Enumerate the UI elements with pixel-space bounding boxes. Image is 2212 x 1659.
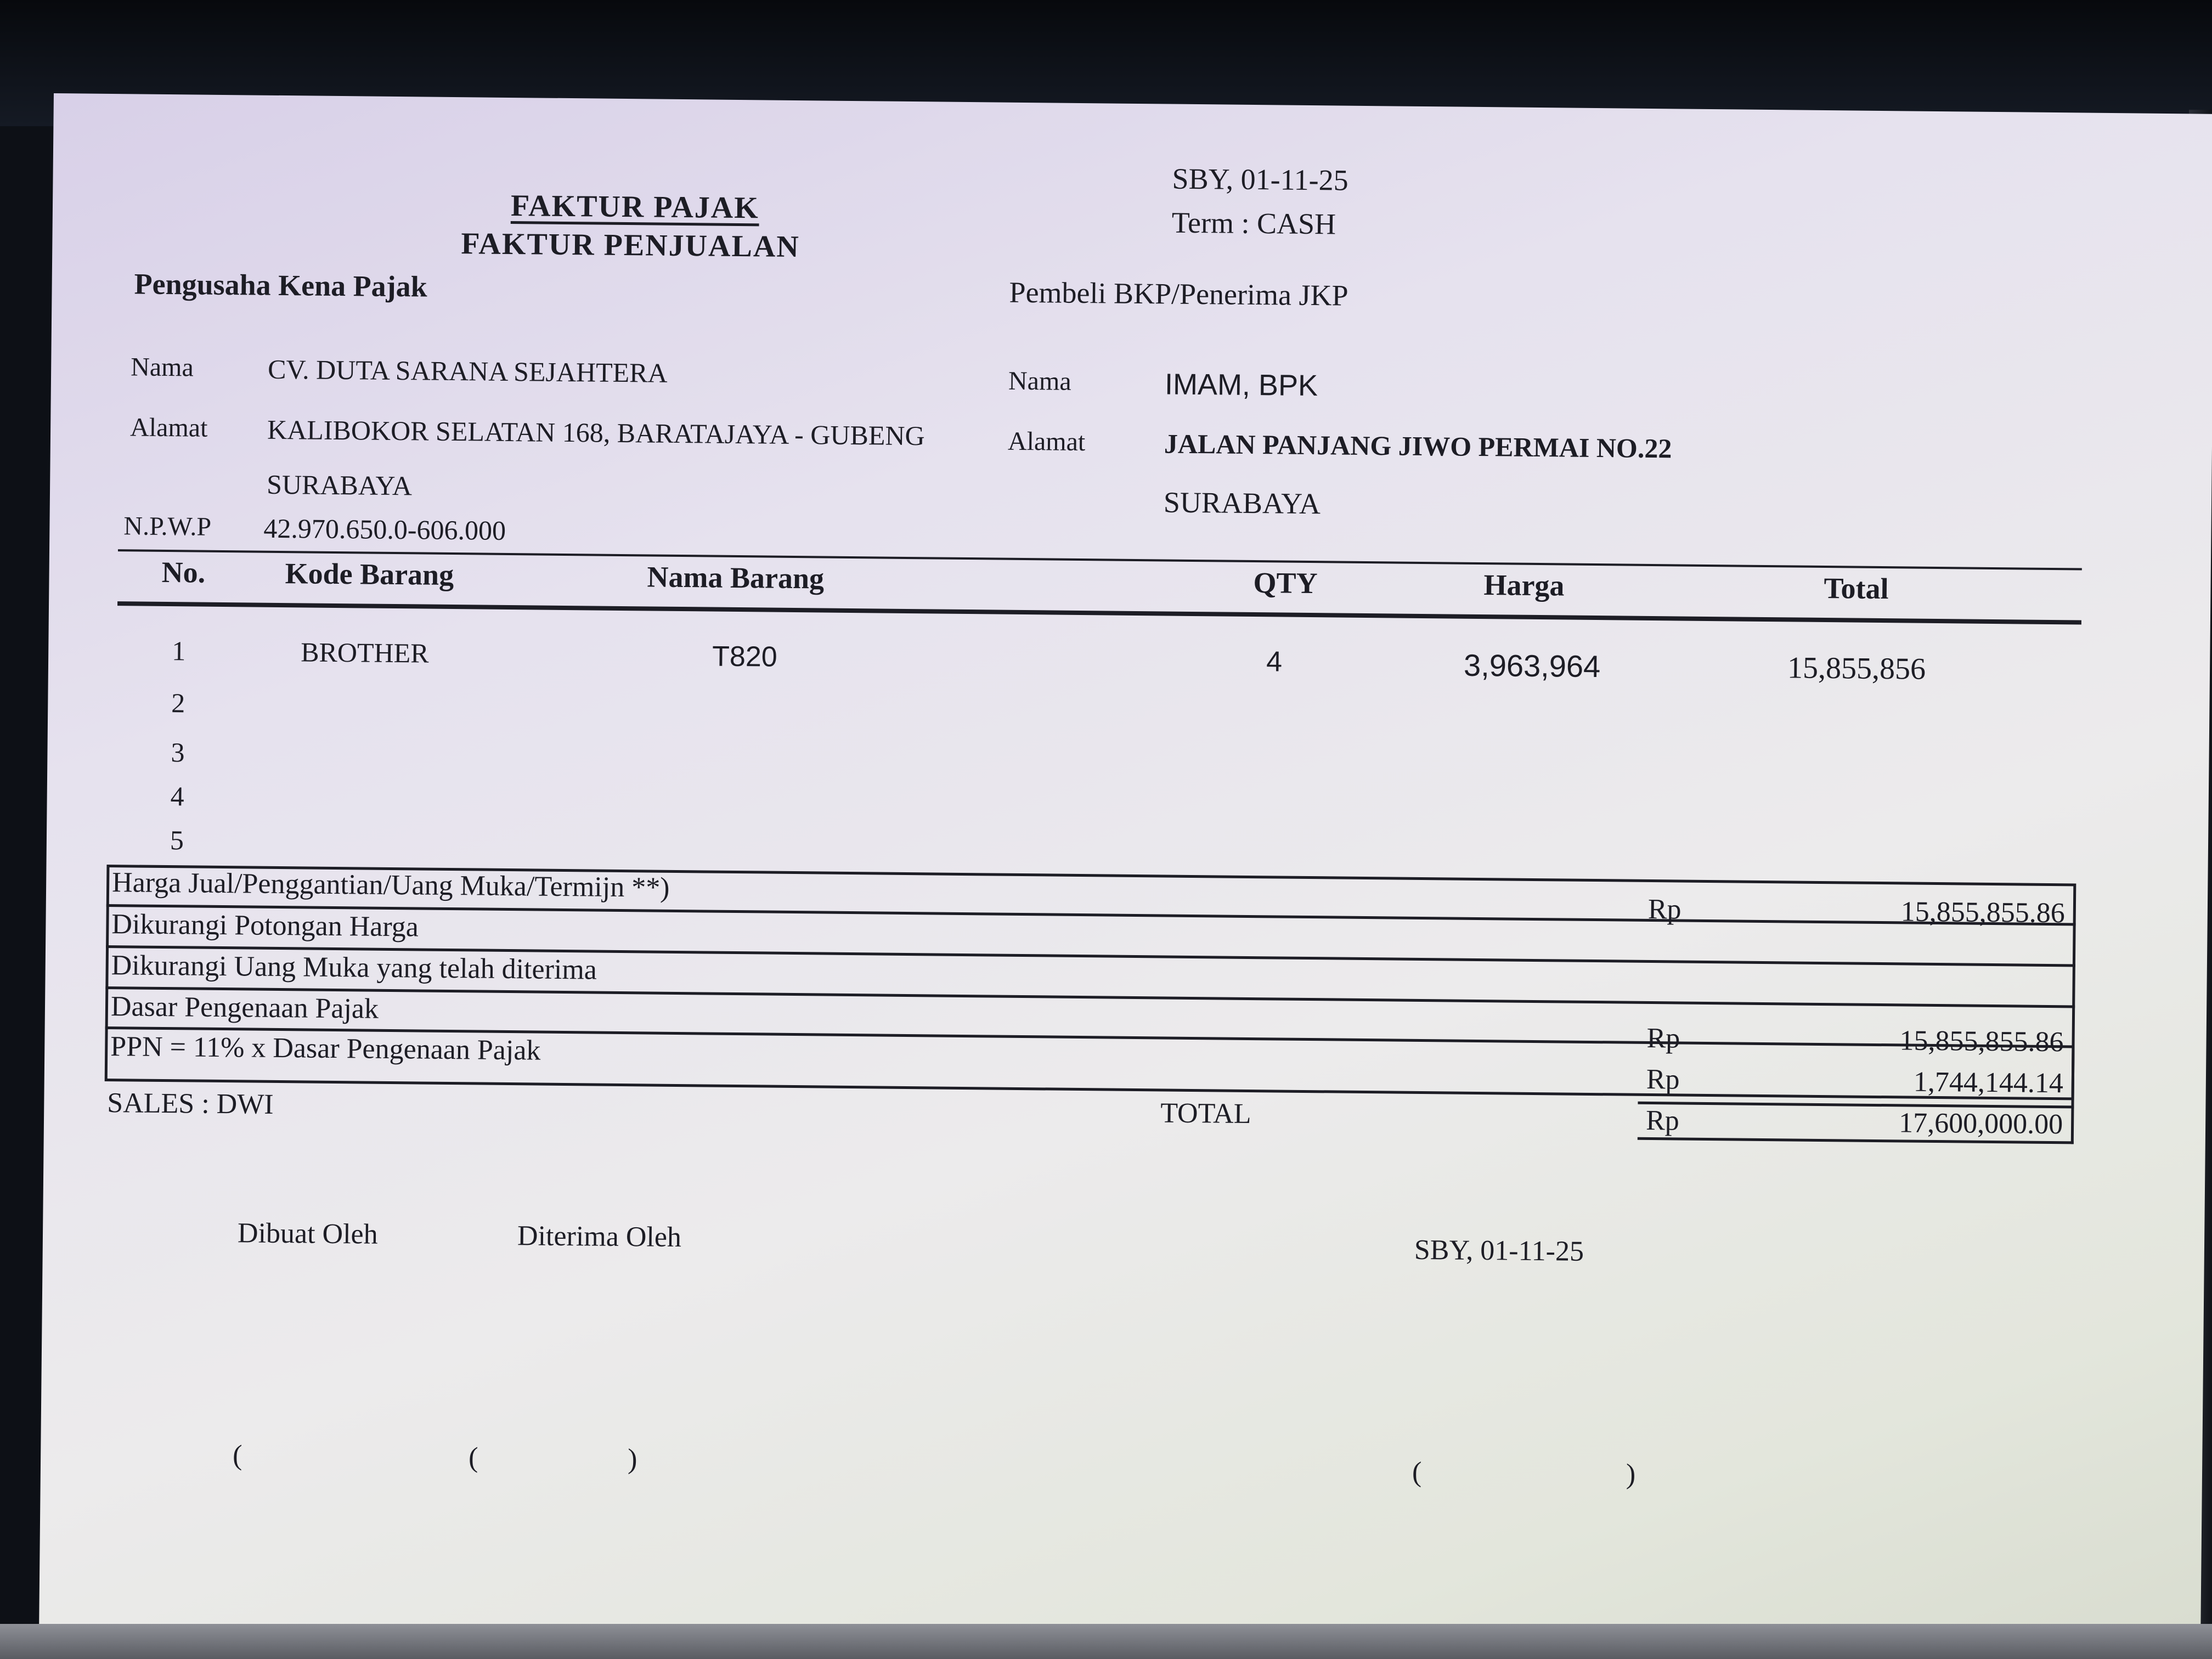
summary-currency: Rp: [1645, 1104, 1680, 1137]
invoice-date: SBY, 01-11-25: [1172, 162, 1348, 197]
col-header-harga: Harga: [1483, 568, 1565, 602]
signature-diterima-label: Diterima Oleh: [517, 1220, 682, 1254]
sales-line: SALES : DWI: [107, 1087, 274, 1120]
signature-dibuat-label: Dibuat Oleh: [237, 1217, 378, 1250]
summary-harga-jual-label: Harga Jual/Penggantian/Uang Muka/Termijn **): [111, 867, 670, 904]
row-nama: T820: [712, 640, 778, 673]
row-no: 1: [171, 635, 186, 667]
seller-name-label: Nama: [130, 352, 194, 382]
col-header-qty: QTY: [1253, 566, 1318, 600]
row-no: 4: [170, 781, 184, 812]
buyer-address-label: Alamat: [1007, 426, 1086, 457]
seller-address-line2: SURABAYA: [266, 469, 413, 501]
row-harga: 3,963,964: [1463, 647, 1601, 684]
seller-address-line1: KALIBOKOR SELATAN 168, BARATAJAYA - GUBENG: [267, 414, 925, 452]
seller-address-label: Alamat: [129, 413, 208, 443]
summary-currency: Rp: [1647, 893, 1681, 926]
row-qty: 4: [1266, 646, 1283, 678]
screen-bezel-bottom: [0, 1624, 2212, 1659]
invoice-term: Term : CASH: [1171, 206, 1336, 241]
table-header-rule: [117, 601, 2081, 624]
row-total: 15,855,856: [1787, 651, 1926, 686]
invoice-subtitle: FAKTUR PENJUALAN: [461, 227, 800, 264]
signature-paren-close: ): [627, 1443, 637, 1475]
signature-paren-close: ): [1626, 1458, 1636, 1490]
signature-paren-open: (: [468, 1442, 478, 1474]
signature-paren-open: (: [232, 1440, 242, 1471]
invoice-sheet: [39, 93, 2212, 1656]
summary-currency: Rp: [1646, 1063, 1680, 1096]
seller-name: CV. DUTA SARANA SEJAHTERA: [267, 353, 668, 388]
summary-dpp-value: 15,855,855.86: [1899, 1025, 2064, 1058]
buyer-address-line2: SURABAYA: [1163, 486, 1321, 521]
summary-ppn-value: 1,744,144.14: [1913, 1066, 2064, 1099]
signature-paren-open: (: [1412, 1456, 1422, 1488]
col-header-total: Total: [1824, 572, 1889, 606]
summary-potongan-label: Dikurangi Potongan Harga: [111, 909, 419, 943]
col-header-kode: Kode Barang: [285, 557, 454, 592]
summary-currency: Rp: [1646, 1022, 1680, 1054]
col-header-no: No.: [161, 555, 206, 589]
seller-section-title: Pengusaha Kena Pajak: [134, 267, 428, 303]
total-label: TOTAL: [1160, 1097, 1251, 1130]
buyer-address-line1: JALAN PANJANG JIWO PERMAI NO.22: [1164, 428, 1672, 464]
buyer-section-title: Pembeli BKP/Penerima JKP: [1009, 275, 1348, 312]
total-value: 17,600,000.00: [1898, 1107, 2063, 1141]
row-no: 5: [170, 825, 184, 856]
col-header-nama: Nama Barang: [647, 560, 825, 595]
invoice-title: FAKTUR PAJAK: [510, 189, 760, 225]
summary-ppn-label: PPN = 11% x Dasar Pengenaan Pajak: [110, 1031, 541, 1066]
row-no: 3: [171, 737, 185, 768]
summary-uang-muka-label: Dikurangi Uang Muka yang telah diterima: [111, 950, 597, 986]
summary-harga-jual-value: 15,855,855.86: [1900, 896, 2066, 929]
buyer-name: IMAM, BPK: [1164, 368, 1318, 403]
buyer-name-label: Nama: [1008, 366, 1071, 396]
seller-npwp-label: N.P.W.P: [123, 511, 212, 541]
invoice-document: [39, 93, 2212, 1656]
signature-place-date: SBY, 01-11-25: [1414, 1234, 1584, 1267]
row-kode: BROTHER: [300, 636, 429, 669]
row-no: 2: [171, 687, 185, 719]
summary-dpp-label: Dasar Pengenaan Pajak: [110, 991, 379, 1025]
seller-npwp: 42.970.650.0-606.000: [263, 512, 506, 546]
